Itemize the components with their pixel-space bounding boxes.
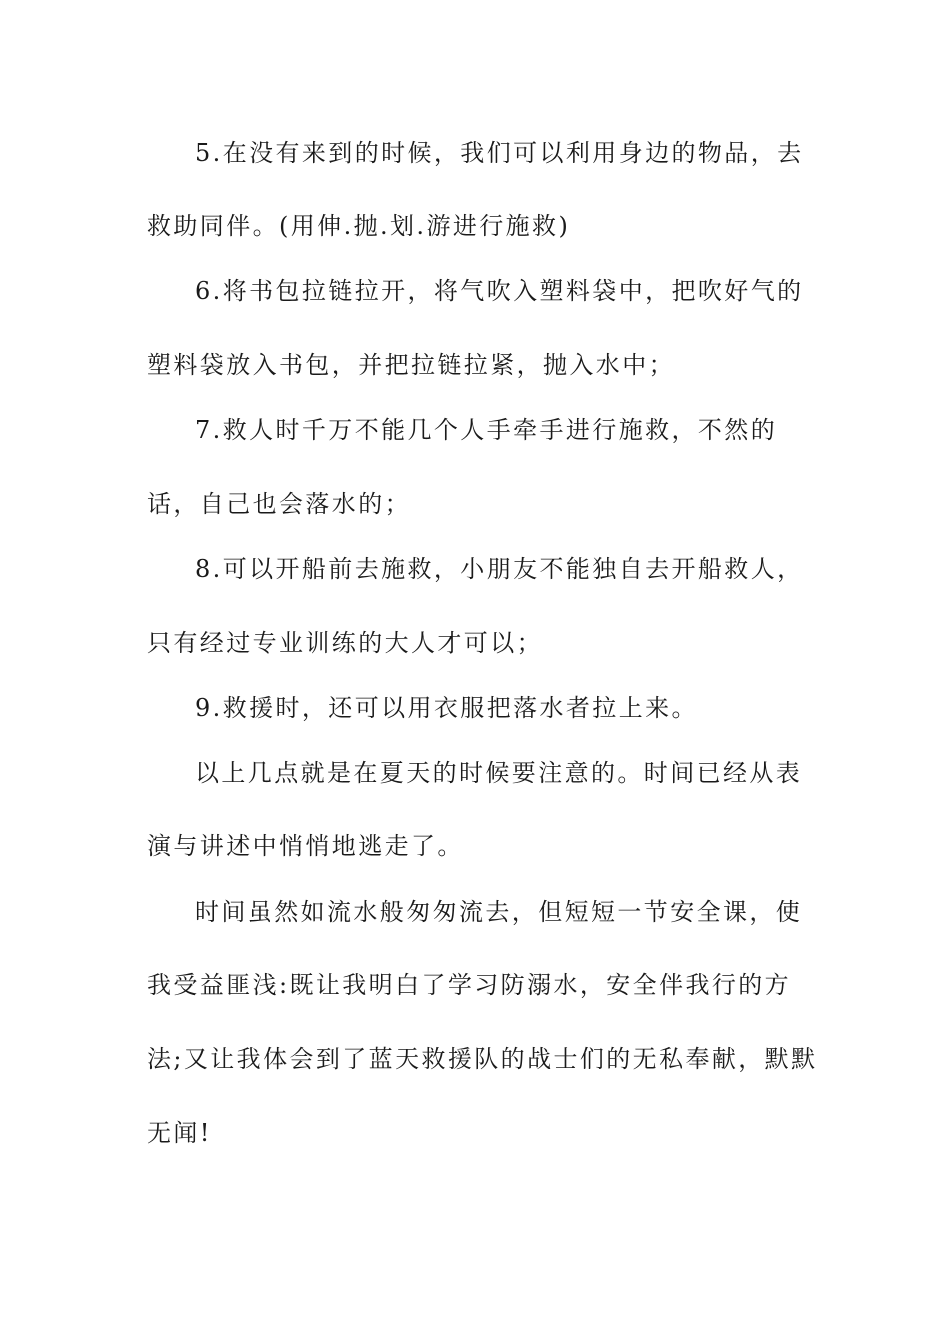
paragraph-line: 9.救援时，还可以用衣服把落水者拉上来。 (195, 694, 698, 722)
paragraph-line: 7.救人时千万不能几个人手牵手进行施救，不然的 (195, 416, 778, 444)
paragraph-line: 我受益匪浅:既让我明白了学习防溺水，安全伴我行的方 (147, 971, 792, 999)
paragraph-line: 塑料袋放入书包，并把拉链拉紧，抛入水中； (147, 351, 675, 379)
paragraph-line: 救助同伴。(用伸.抛.划.游进行施救) (147, 212, 571, 240)
paragraph-line: 5.在没有来到的时候，我们可以利用身边的物品，去 (195, 139, 804, 167)
paragraph-line: 无闻! (147, 1119, 212, 1147)
paragraph-line: 时间虽然如流水般匆匆流去，但短短一节安全课，使 (195, 898, 803, 926)
paragraph-line: 6.将书包拉链拉开，将气吹入塑料袋中，把吹好气的 (195, 277, 804, 305)
paragraph-line: 法;又让我体会到了蓝天救援队的战士们的无私奉献，默默 (147, 1045, 818, 1073)
paragraph-line: 只有经过专业训练的大人才可以； (147, 629, 543, 657)
paragraph-line: 演与讲述中悄悄地逃走了。 (147, 832, 464, 860)
paragraph-line: 话，自己也会落水的； (147, 490, 411, 518)
paragraph-line: 8.可以开船前去施救，小朋友不能独自去开船救人， (195, 555, 804, 583)
paragraph-line: 以上几点就是在夏天的时候要注意的。时间已经从表 (195, 759, 803, 787)
